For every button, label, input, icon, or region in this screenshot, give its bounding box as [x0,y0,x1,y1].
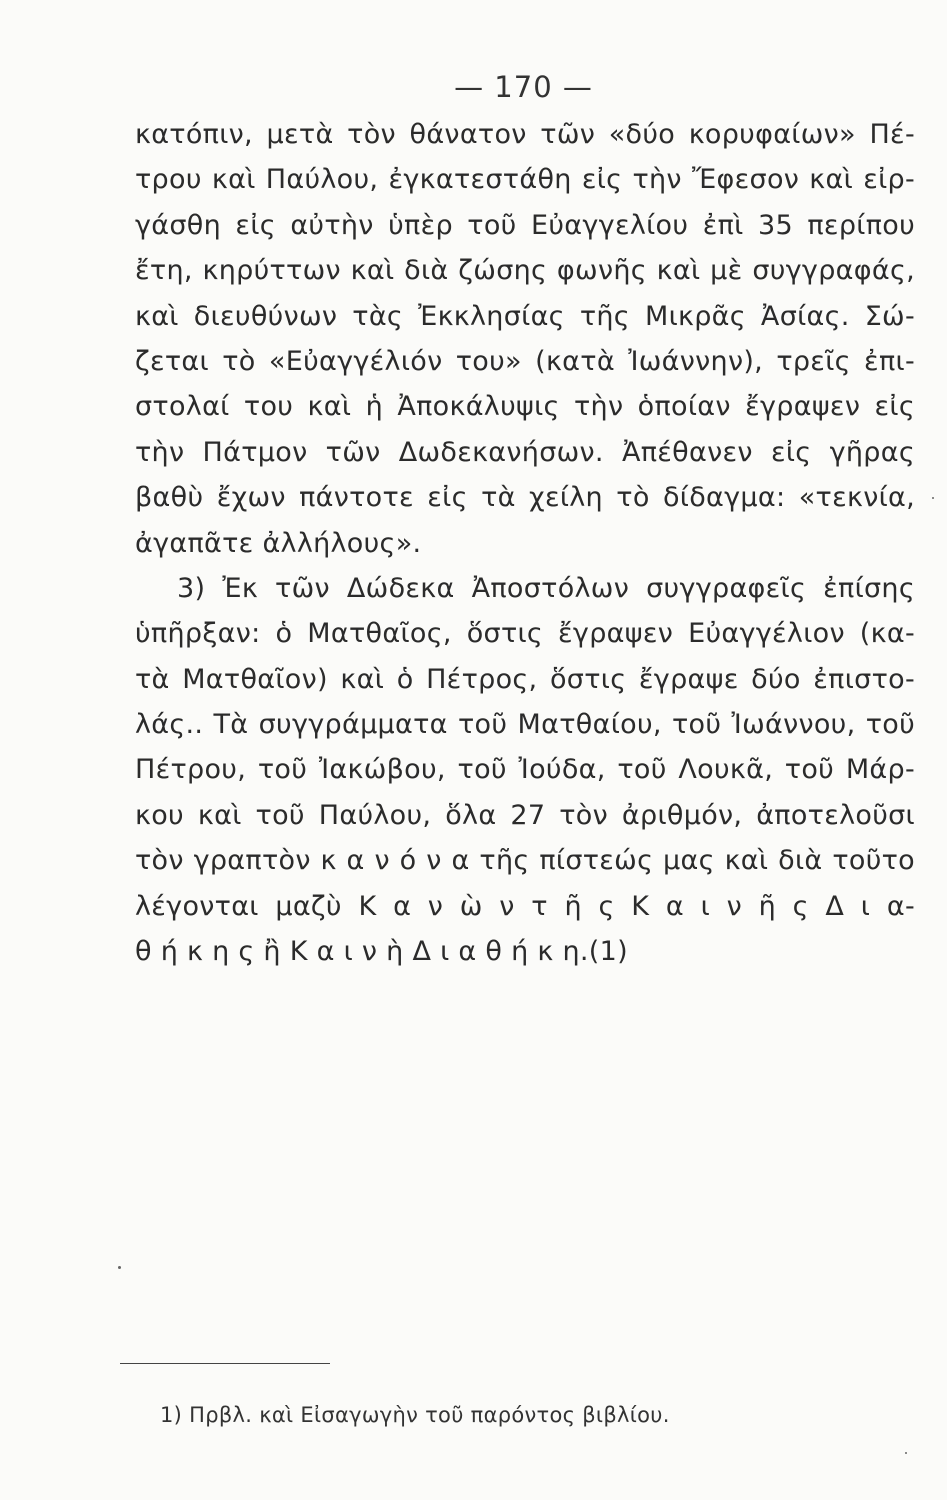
paper-speck [118,1266,121,1269]
page-number: — 170 — [454,70,593,104]
text-line: γάσθη εἰς αὐτὴν ὑπὲρ τοῦ Εὐαγγελίου ἐπὶ 35 περίπου [135,209,915,241]
text-line: στολαί του καὶ ἡ Ἀποκάλυψις τὴν ὁποίαν ἔγραψεν εἰς [135,391,915,423]
text-line: λέγονται μαζὺ Κ α ν ὼ ν τ ῆ ς Κ α ι ν ῆ ς Δ ι α- [135,890,915,922]
text-line: κατόπιν, μετὰ τὸν θάνατον τῶν «δύο κορυφαίων» Πέ- [135,119,915,150]
text-line: 3) Ἐκ τῶν Δώδεκα Ἀποστόλων συγγραφεῖς ἐπίσης [177,572,915,604]
text-line: λάς.. Τὰ συγγράμματα τοῦ Ματθαίου, τοῦ Ἰωάννου, τοῦ [135,709,915,741]
text-line: ἀγαπᾶτε ἀλλήλους». [135,527,422,559]
text-line: τὴν Πάτμον τῶν Δωδεκανήσων. Ἀπέθανεν εἰς γῆρας [135,436,915,468]
paper-speck [932,497,934,499]
text-line: τρου καὶ Παύλου, ἐγκατεστάθη εἰς τὴν Ἔφεσον καὶ εἰρ- [135,164,915,196]
footnote: 1) Πρβλ. καὶ Εἰσαγωγὴν τοῦ παρόντος βιβλίου. [160,1403,670,1427]
text-line: κου καὶ τοῦ Παύλου, ὅλα 27 τὸν ἀριθμόν, ἀποτελοῦσι [135,799,915,831]
text-line: ἔτη, κηρύττων καὶ διὰ ζώσης φωνῆς καὶ μὲ συγγραφάς, [135,255,915,287]
text-line: ὑπῆρξαν: ὁ Ματθαῖος, ὅστις ἔγραψεν Εὐαγγέλιον (κα- [135,618,915,650]
footnote-divider [120,1363,330,1364]
text-line: θ ή κ η ς ἢ Κ α ι ν ὴ Δ ι α θ ή κ η.(1) [135,936,628,968]
text-line: καὶ διευθύνων τὰς Ἐκκλησίας τῆς Μικρᾶς Ἀσίας. Σώ- [135,300,915,332]
text-line: τὰ Ματθαῖον) καὶ ὁ Πέτρος, ὅστις ἔγραψε δύο ἐπιστο- [135,663,915,695]
body-text [135,112,915,974]
text-line: ζεται τὸ «Εὐαγγέλιόν του» (κατὰ Ἰωάννην), τρεῖς ἐπι- [135,345,915,377]
text-line: Πέτρου, τοῦ Ἰακώβου, τοῦ Ἰούδα, τοῦ Λουκᾶ, τοῦ Μάρ- [135,754,915,786]
text-line: τὸν γραπτὸν κ α ν ό ν α τῆς πίστεώς μας καὶ διὰ τοῦτο [135,845,915,877]
text-line: βαθὺ ἔχων πάντοτε εἰς τὰ χείλη τὸ δίδαγμα: «τεκνία, [135,482,915,514]
paper-speck [905,1452,907,1454]
